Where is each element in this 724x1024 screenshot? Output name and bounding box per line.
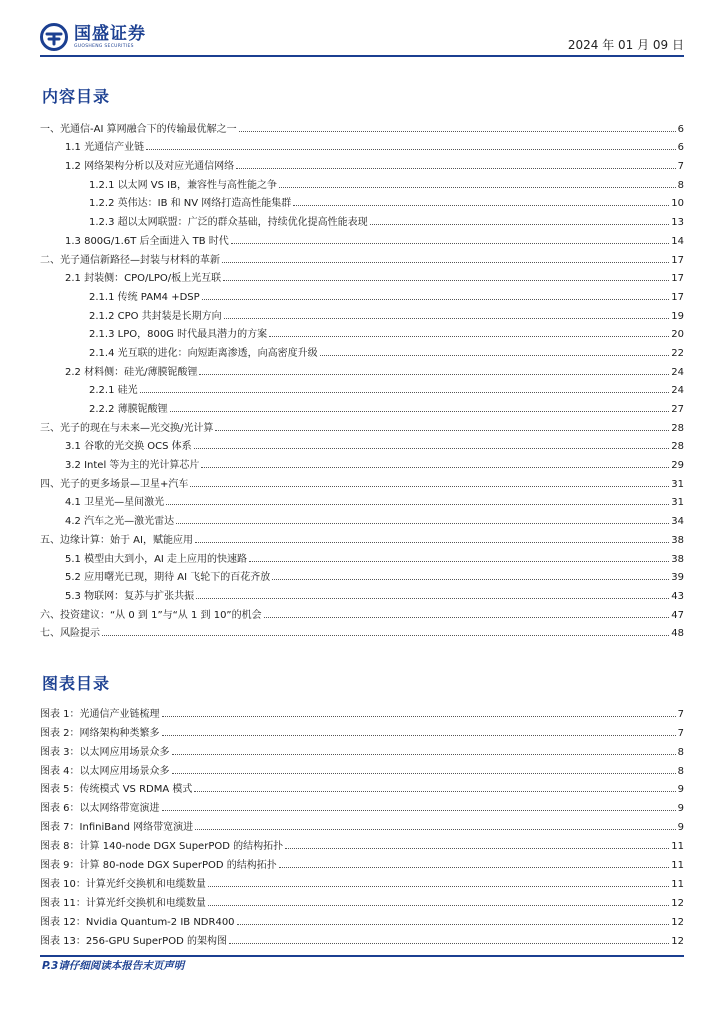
toc-entry-title: 一、光通信-AI 算网融合下的传输最优解之一 xyxy=(40,123,237,135)
toc-entry-page: 17 xyxy=(671,273,684,285)
figure-entry[interactable] xyxy=(40,739,684,758)
toc-entry-page: 8 xyxy=(677,179,684,191)
dot-leader xyxy=(170,411,670,412)
figure-entry[interactable] xyxy=(40,909,684,928)
figure-entry-page: 9 xyxy=(677,822,684,834)
figure-entry[interactable] xyxy=(40,701,684,720)
toc-entry[interactable] xyxy=(40,471,684,490)
dot-leader xyxy=(162,735,676,736)
toc-entry-title: 4.1 卫星光—星间激光 xyxy=(65,497,165,509)
toc-entry-page: 28 xyxy=(671,422,684,434)
figure-entry-title: 图表 4：以太网应用场景众多 xyxy=(40,765,170,777)
toc-entry-title: 5.1 模型由大到小，AI 走上应用的快速路 xyxy=(65,553,248,565)
toc-entry-page: 7 xyxy=(677,161,684,173)
toc-entry-title: 4.2 汽车之光—激光雷达 xyxy=(65,516,175,528)
toc-entry[interactable] xyxy=(40,266,684,285)
toc-entry[interactable] xyxy=(40,396,684,415)
figure-entry-page: 12 xyxy=(671,897,684,909)
toc-entry-title: 三、光子的现在与未来—光交换/光计算 xyxy=(40,422,214,434)
toc-entry[interactable] xyxy=(40,452,684,471)
dot-leader xyxy=(264,617,670,618)
dot-leader xyxy=(166,504,669,505)
toc-entry-title: 2.2 材料侧：硅光/薄膜铌酸锂 xyxy=(65,366,198,378)
footer-divider xyxy=(40,955,684,957)
figures-title: 图表目录 xyxy=(42,674,111,693)
footer-disclaimer: P.3请仔细阅读本报告末页声明 xyxy=(42,960,185,972)
toc-entry-title: 五、边缘计算：始于 AI，赋能应用 xyxy=(40,534,193,546)
figure-entry-page: 11 xyxy=(671,878,684,890)
dot-leader xyxy=(285,848,669,849)
toc-entry-page: 27 xyxy=(671,404,684,415)
page-header xyxy=(40,14,684,54)
report-date: 2024 年 01 月 09 日 xyxy=(567,38,684,52)
dot-leader xyxy=(249,561,669,562)
toc-entry[interactable] xyxy=(40,153,684,172)
toc-entry-page: 20 xyxy=(671,329,684,341)
figure-entry[interactable] xyxy=(40,720,684,739)
figure-entry[interactable] xyxy=(40,890,684,909)
toc-entry-page: 38 xyxy=(671,553,684,565)
figure-entry-title: 图表 2：网络架构种类繁多 xyxy=(40,727,160,739)
dot-leader xyxy=(195,829,676,830)
toc-entry[interactable] xyxy=(40,527,684,546)
toc-entry[interactable] xyxy=(40,303,684,322)
toc-entry[interactable] xyxy=(40,508,684,527)
toc-entry[interactable] xyxy=(40,434,684,453)
toc-entry-title: 5.3 物联网：复苏与扩张共振 xyxy=(65,590,195,602)
figure-entry[interactable] xyxy=(40,871,684,890)
toc-entry-title: 3.2 Intel 等为主的光计算芯片 xyxy=(65,460,200,472)
dot-leader xyxy=(199,374,669,375)
toc-entry-page: 17 xyxy=(671,254,684,266)
figure-entry-title: 图表 10：计算光纤交换机和电缆数量 xyxy=(40,878,206,890)
figure-entry[interactable] xyxy=(40,833,684,852)
figure-entry-page: 11 xyxy=(671,860,684,872)
toc-entry-page: 17 xyxy=(671,291,684,303)
toc-entry-title: 1.3 800G/1.6T 后全面进入 TB 时代 xyxy=(65,235,229,247)
dot-leader xyxy=(222,262,669,263)
figure-entry-title: 图表 9：计算 80-node DGX SuperPOD 的结构拓扑 xyxy=(40,860,277,872)
toc-entry[interactable] xyxy=(40,415,684,434)
figure-entry-page: 8 xyxy=(677,765,684,777)
dot-leader xyxy=(224,318,670,319)
toc-entry-title: 2.1.4 光互联的进化：向短距离渗透，向高密度升级 xyxy=(89,347,318,359)
toc-entry-page: 28 xyxy=(671,441,684,453)
toc-entry-title: 1.2 网络架构分析以及对应光通信网络 xyxy=(65,161,235,173)
toc-entry-page: 48 xyxy=(671,628,684,640)
dot-leader xyxy=(237,924,670,925)
toc-entry[interactable] xyxy=(40,565,684,584)
toc-entry-title: 2.1.1 传统 PAM4 +DSP xyxy=(89,291,200,303)
figure-entry-title: 图表 12：Nvidia Quantum-2 IB NDR400 xyxy=(40,916,235,928)
dot-leader xyxy=(172,773,676,774)
toc-entry[interactable] xyxy=(40,378,684,397)
toc-entry-title: 1.2.2 英伟达：IB 和 NV 网络打造高性能集群 xyxy=(89,198,292,210)
dot-leader xyxy=(293,205,669,206)
dot-leader xyxy=(196,598,669,599)
figure-entry-page: 7 xyxy=(677,727,684,739)
guosheng-logo-icon xyxy=(40,23,68,51)
toc-entry-page: 39 xyxy=(671,572,684,584)
dot-leader xyxy=(320,355,670,356)
dot-leader xyxy=(215,430,669,431)
dot-leader xyxy=(194,448,670,449)
toc-entry[interactable] xyxy=(40,172,684,191)
toc-entry[interactable] xyxy=(40,546,684,565)
toc-entry-title: 1.1 光通信产业链 xyxy=(65,142,145,154)
figure-entry-page: 9 xyxy=(677,784,684,796)
figure-entry-title: 图表 7：InfiniBand 网络带宽演进 xyxy=(40,822,194,834)
dot-leader xyxy=(208,886,669,887)
toc-entry[interactable] xyxy=(40,228,684,247)
figure-entry-title: 图表 5：传统模式 VS RDMA 模式 xyxy=(40,784,193,796)
dot-leader xyxy=(208,905,669,906)
header-divider xyxy=(40,55,684,57)
dot-leader xyxy=(190,486,669,487)
toc-entry-title: 2.2.1 硅光 xyxy=(89,385,138,397)
dot-leader xyxy=(223,280,669,281)
dot-leader xyxy=(195,542,669,543)
toc-entry-title: 1.2.3 超以太网联盟：广泛的群众基础，持续优化提高性能表现 xyxy=(89,217,368,229)
toc-entry[interactable] xyxy=(40,602,684,621)
figure-entry-title: 图表 3：以太网应用场景众多 xyxy=(40,746,170,758)
toc-entry[interactable] xyxy=(40,359,684,378)
toc-entry-page: 6 xyxy=(677,142,684,154)
company-logo xyxy=(40,20,146,54)
toc-entry-page: 31 xyxy=(671,478,684,490)
dot-leader xyxy=(239,131,676,132)
toc-entry-page: 34 xyxy=(671,516,684,528)
dot-leader xyxy=(176,523,669,524)
toc-entry-title: 四、光子的更多场景—卫星+汽车 xyxy=(40,478,189,490)
figure-entry-page: 9 xyxy=(677,803,684,815)
figure-entry-title: 图表 6：以太网络带宽演进 xyxy=(40,803,160,815)
dot-leader xyxy=(269,336,669,337)
dot-leader xyxy=(162,810,676,811)
dot-leader xyxy=(140,392,670,393)
dot-leader xyxy=(201,467,669,468)
dot-leader xyxy=(194,791,675,792)
toc-entry-title: 2.2.2 薄膜铌酸锂 xyxy=(89,404,168,415)
dot-leader xyxy=(102,635,669,636)
toc-entry-title: 二、光子通信新路径—封装与材料的革新 xyxy=(40,254,220,266)
toc-entry-title: 七、风险提示 xyxy=(40,628,100,640)
toc-entry-title: 2.1.2 CPO 共封装是长期方向 xyxy=(89,310,222,322)
toc-entry[interactable] xyxy=(40,583,684,602)
toc-entry-title: 5.2 应用曙光已现，期待 AI 飞轮下的百花齐放 xyxy=(65,572,271,584)
figure-entry[interactable] xyxy=(40,795,684,814)
toc-entry-title: 3.1 谷歌的光交换 OCS 体系 xyxy=(65,441,192,453)
toc-entry-page: 38 xyxy=(671,534,684,546)
logo-name-cn: 国盛证券 xyxy=(74,23,146,44)
figure-entry-page: 12 xyxy=(671,916,684,928)
toc-entry[interactable] xyxy=(40,284,684,303)
figure-entry[interactable] xyxy=(40,928,684,947)
toc-entry[interactable] xyxy=(40,322,684,341)
dot-leader xyxy=(272,579,669,580)
figure-entry-title: 图表 1：光通信产业链梳理 xyxy=(40,708,160,720)
toc-entry-page: 31 xyxy=(671,497,684,509)
toc-entry-page: 24 xyxy=(671,385,684,397)
toc-entry-page: 13 xyxy=(671,217,684,229)
toc-entry-title: 1.2.1 以太网 VS IB，兼容性与高性能之争 xyxy=(89,179,277,191)
dot-leader xyxy=(162,716,676,717)
contents-list xyxy=(40,116,684,639)
dot-leader xyxy=(146,149,676,150)
toc-entry[interactable] xyxy=(40,116,684,135)
figure-entry[interactable] xyxy=(40,777,684,796)
dot-leader xyxy=(229,943,669,944)
toc-entry-title: 2.1.3 LPO，800G 时代最具潜力的方案 xyxy=(89,329,268,341)
toc-entry[interactable] xyxy=(40,191,684,210)
toc-entry-page: 24 xyxy=(671,366,684,378)
toc-entry-page: 10 xyxy=(671,198,684,210)
toc-entry-title: 2.1 封装侧：CPO/LPO/板上光互联 xyxy=(65,273,222,285)
toc-entry-page: 43 xyxy=(671,590,684,602)
toc-entry-page: 19 xyxy=(671,310,684,322)
dot-leader xyxy=(231,243,669,244)
figure-entry-title: 图表 13：256-GPU SuperPOD 的架构图 xyxy=(40,935,227,947)
figure-entry-title: 图表 11：计算光纤交换机和电缆数量 xyxy=(40,897,206,909)
contents-title: 内容目录 xyxy=(42,87,111,106)
dot-leader xyxy=(279,187,676,188)
figure-entry-page: 11 xyxy=(671,841,684,853)
figure-entry-page: 12 xyxy=(671,935,684,947)
toc-entry-page: 14 xyxy=(671,235,684,247)
dot-leader xyxy=(172,754,676,755)
figure-entry-page: 8 xyxy=(677,746,684,758)
toc-entry[interactable] xyxy=(40,621,684,640)
figure-entry[interactable] xyxy=(40,852,684,871)
toc-entry-page: 29 xyxy=(671,460,684,472)
toc-entry[interactable] xyxy=(40,209,684,228)
toc-entry-page: 6 xyxy=(677,123,684,135)
toc-entry-page: 22 xyxy=(671,347,684,359)
dot-leader xyxy=(236,168,676,169)
toc-entry[interactable] xyxy=(40,490,684,509)
toc-entry[interactable] xyxy=(40,247,684,266)
figures-list xyxy=(40,701,684,947)
toc-entry[interactable] xyxy=(40,135,684,154)
toc-entry[interactable] xyxy=(40,340,684,359)
figure-entry[interactable] xyxy=(40,814,684,833)
dot-leader xyxy=(370,224,670,225)
figure-entry-page: 7 xyxy=(677,708,684,720)
dot-leader xyxy=(202,299,670,300)
logo-name-en: GUOSHENG SECURITIES xyxy=(74,43,134,49)
toc-entry-page: 47 xyxy=(671,609,684,621)
figure-entry[interactable] xyxy=(40,758,684,777)
toc-entry-title: 六、投资建议：“从 0 到 1”与“从 1 到 10”的机会 xyxy=(40,609,262,621)
figure-entry-title: 图表 8：计算 140-node DGX SuperPOD 的结构拓扑 xyxy=(40,841,284,853)
dot-leader xyxy=(279,867,670,868)
